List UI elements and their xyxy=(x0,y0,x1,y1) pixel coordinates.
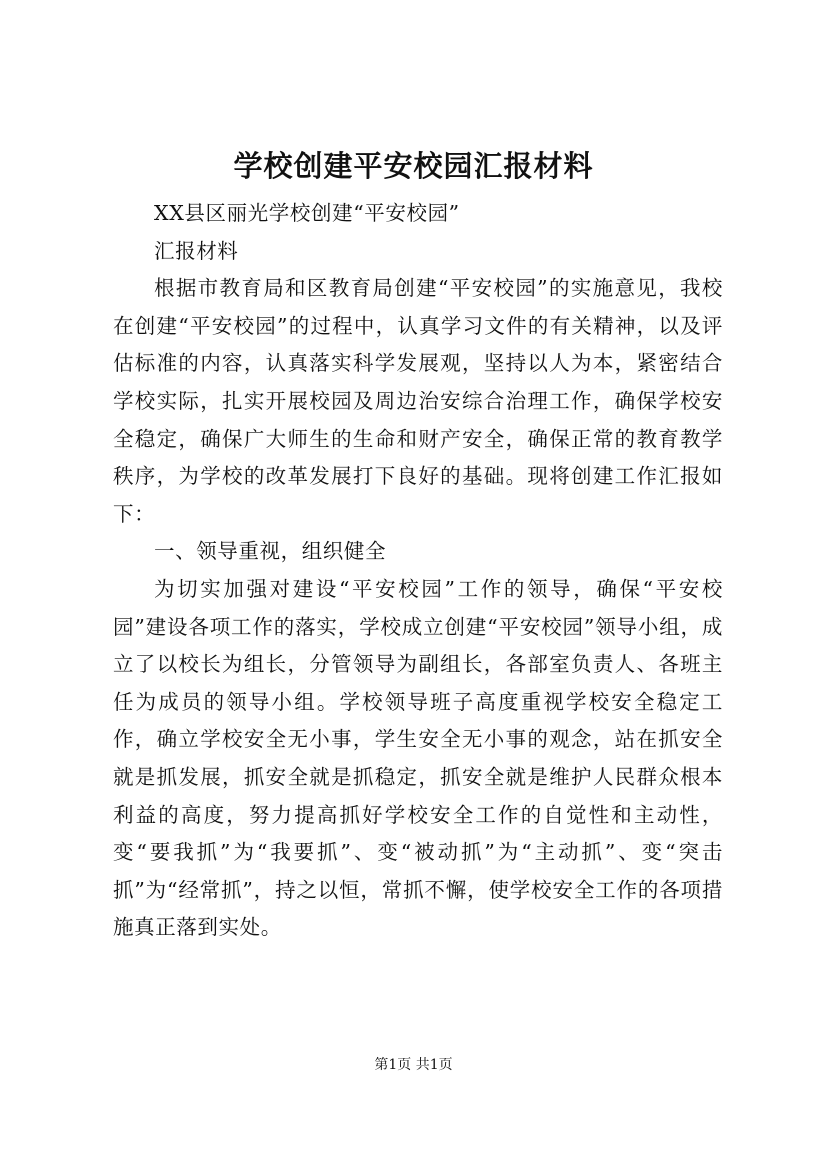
section-paragraph: 为切实加强对建设“平安校园”工作的领导，确保“平安校园”建设各项工作的落实，学校成立创建“平安校园”领导小组，成立了以校长为组长，分管领导为副组长，各部室负责人、各班主任为成员的领导小组。学校领导班子高度重视学校安全稳定工作，确立学校安全无小事，学生安全无小事的观念，站在抓安全就是抓发展，抓安全就是抓稳定，抓安全就是维护人民群众根本利益的高度，努力提高抓好学校安全工作的自觉性和主动性，变“要我抓”为“我要抓”、变“被动抓”为“主动抓”、变“突击抓”为“经常抓”，持之以恒，常抓不懈，使学校安全工作的各项措施真正落到实处。 xyxy=(113,576,723,940)
document-body xyxy=(113,195,723,947)
subtitle-line: 汇报材料 xyxy=(154,238,239,263)
school-name-line: XX县区丽光学校创建“平安校园” xyxy=(154,201,460,225)
page-footer: 第1页 共1页 xyxy=(374,1057,453,1073)
document-title: 学校创建平安校园汇报材料 xyxy=(233,149,594,183)
section-heading: 一、领导重视，组织健全 xyxy=(154,539,387,564)
intro-paragraph: 根据市教育局和区教育局创建“平安校园”的实施意见，我校在创建“平安校园”的过程中，认真学习文件的有关精神，以及评估标准的内容，认真落实科学发展观，坚持以人为本，紧密结合学校实际，扎实开展校园及周边治安综合治理工作，确保学校安全稳定，确保广大师生的生命和财产安全，确保正常的教育教学秩序，为学校的改革发展打下良好的基础。现将创建工作汇报如下： xyxy=(113,276,723,526)
